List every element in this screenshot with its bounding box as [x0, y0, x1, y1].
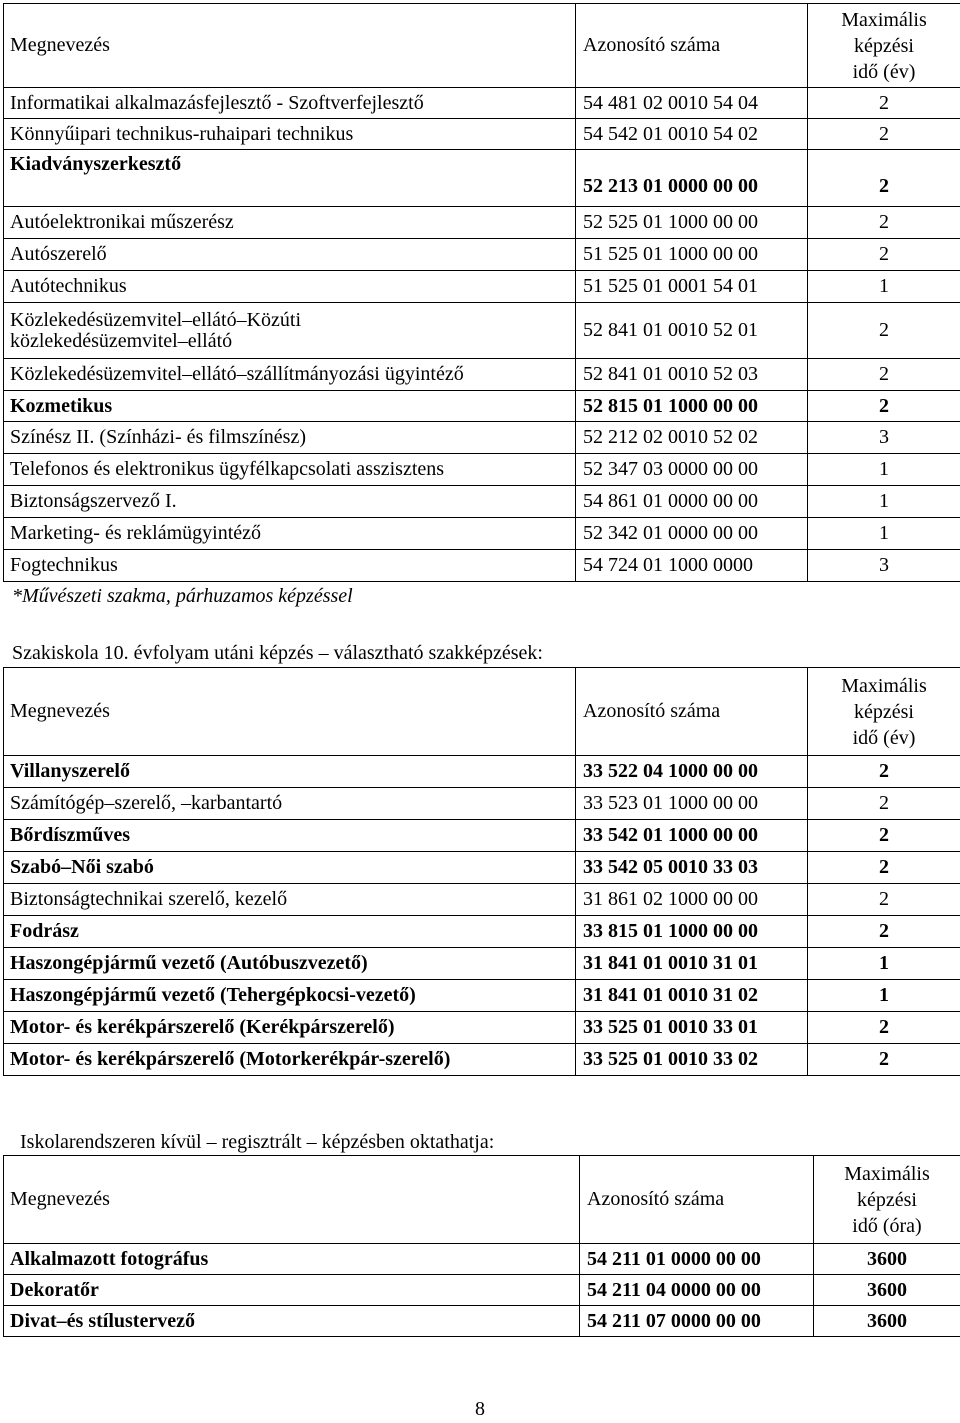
row-name: Alkalmazott fotográfus: [4, 1244, 580, 1275]
table-row: [4, 454, 960, 486]
section-title-vocational: Szakiskola 10. évfolyam utáni képzés – választható szakképzések:: [12, 642, 543, 664]
row-code: 33 815 01 1000 00 00: [576, 916, 808, 948]
row-code: 33 525 01 0010 33 01: [576, 1012, 808, 1044]
row-code: 54 542 01 0010 54 02: [576, 119, 808, 150]
row-code: 52 212 02 0010 52 02: [576, 422, 808, 454]
row-code: 33 522 04 1000 00 00: [576, 756, 808, 788]
row-name: Biztonságtechnikai szerelő, kezelő: [4, 884, 576, 916]
row-code: 52 815 01 1000 00 00: [576, 391, 808, 422]
table-row: [4, 788, 960, 820]
header-code: Azonosító száma: [576, 4, 808, 88]
row-name: Fogtechnikus: [4, 550, 576, 582]
row-duration: 2: [808, 207, 960, 239]
header-duration-line3: idő (óra): [852, 1214, 922, 1237]
row-duration: 1: [808, 454, 960, 486]
row-duration: 3600: [814, 1275, 960, 1306]
header-duration-line2: képzési: [857, 1188, 917, 1211]
row-name: Kozmetikus: [4, 391, 576, 422]
training-table-3: [3, 1155, 960, 1337]
header-code: Azonosító száma: [580, 1156, 814, 1244]
page-number: 8: [475, 1398, 485, 1420]
header-duration: [808, 668, 960, 756]
row-name: Dekoratőr: [4, 1275, 580, 1306]
row-name: Autótechnikus: [4, 271, 576, 303]
header-duration-line1: Maximális: [841, 674, 927, 697]
row-duration: 3600: [814, 1306, 960, 1337]
row-duration: 2: [808, 303, 960, 359]
header-duration: [814, 1156, 960, 1244]
row-name: Autóelektronikai műszerész: [4, 207, 576, 239]
row-duration: 2: [808, 119, 960, 150]
row-name: Telefonos és elektronikus ügyfélkapcsolati asszisztens: [4, 454, 576, 486]
row-name: Közlekedésüzemvitel–ellátó–szállítmányozási ügyintéző: [4, 359, 576, 391]
table-row: [4, 1244, 960, 1275]
row-duration: 2: [808, 391, 960, 422]
row-name: Szabó–Női szabó: [4, 852, 576, 884]
header-duration-line2: képzési: [854, 34, 914, 57]
row-code: 51 525 01 1000 00 00: [576, 239, 808, 271]
table-row: [4, 271, 960, 303]
row-name: Kiadványszerkesztő: [4, 150, 576, 207]
header-code: Azonosító száma: [576, 668, 808, 756]
table-row: [4, 550, 960, 582]
row-code: 52 841 01 0010 52 03: [576, 359, 808, 391]
row-name-line1: Közlekedésüzemvitel–ellátó–Közúti: [10, 308, 302, 331]
row-duration: 2: [808, 1044, 960, 1076]
row-name: Számítógép–szerelő, –karbantartó: [4, 788, 576, 820]
row-code: 31 861 02 1000 00 00: [576, 884, 808, 916]
row-name: Autószerelő: [4, 239, 576, 271]
row-code: 33 542 05 0010 33 03: [576, 852, 808, 884]
row-name: Villanyszerelő: [4, 756, 576, 788]
table-row: [4, 391, 960, 422]
table-row: [4, 756, 960, 788]
row-code: 51 525 01 0001 54 01: [576, 271, 808, 303]
table-header-row: [4, 1156, 960, 1244]
row-name-line2: közlekedésüzemvitel–ellátó: [10, 329, 233, 352]
row-duration: 2: [808, 788, 960, 820]
row-code: 33 525 01 0010 33 02: [576, 1044, 808, 1076]
row-duration: 2: [808, 916, 960, 948]
row-code: 54 481 02 0010 54 04: [576, 88, 808, 119]
header-name: Megnevezés: [4, 1156, 580, 1244]
table-header-row: [4, 4, 960, 88]
header-name: Megnevezés: [4, 4, 576, 88]
row-name: Informatikai alkalmazásfejlesztő - Szoftverfejlesztő: [4, 88, 576, 119]
row-code: 31 841 01 0010 31 01: [576, 948, 808, 980]
row-code: 54 724 01 1000 0000: [576, 550, 808, 582]
row-duration: 1: [808, 948, 960, 980]
row-name: Biztonságszervező I.: [4, 486, 576, 518]
table-row: [4, 948, 960, 980]
table-row: [4, 1012, 960, 1044]
row-name: Motor- és kerékpárszerelő (Motorkerékpár-szerelő): [4, 1044, 576, 1076]
row-code: 54 211 04 0000 00 00: [580, 1275, 814, 1306]
table-row: [4, 486, 960, 518]
row-duration: 2: [808, 1012, 960, 1044]
row-duration: 2: [808, 359, 960, 391]
row-name: [4, 303, 576, 359]
row-code: 33 542 01 1000 00 00: [576, 820, 808, 852]
row-name: Bőrdíszműves: [4, 820, 576, 852]
row-duration: 2: [808, 756, 960, 788]
table-row: [4, 884, 960, 916]
table-row: [4, 150, 960, 207]
row-duration: 1: [808, 518, 960, 550]
header-name: Megnevezés: [4, 668, 576, 756]
table-row: [4, 852, 960, 884]
training-table-2: [3, 667, 960, 1076]
row-name: Haszongépjármű vezető (Tehergépkocsi-vezető): [4, 980, 576, 1012]
table-row: [4, 518, 960, 550]
footnote: *Művészeti szakma, párhuzamos képzéssel: [12, 585, 353, 607]
row-name: Színész II. (Színházi- és filmszínész): [4, 422, 576, 454]
row-code: 31 841 01 0010 31 02: [576, 980, 808, 1012]
row-duration: 2: [808, 820, 960, 852]
row-name: Könnyűipari technikus-ruhaipari technikus: [4, 119, 576, 150]
row-name: Marketing- és reklámügyintéző: [4, 518, 576, 550]
row-code: 54 211 01 0000 00 00: [580, 1244, 814, 1275]
table-row: [4, 207, 960, 239]
section-title-extracurricular: Iskolarendszeren kívül – regisztrált – képzésben oktathatja:: [20, 1131, 495, 1153]
row-code: 52 841 01 0010 52 01: [576, 303, 808, 359]
table-row: [4, 1306, 960, 1337]
header-duration-line1: Maximális: [841, 8, 927, 31]
header-duration-line3: idő (év): [852, 60, 916, 83]
table-row: [4, 422, 960, 454]
row-duration: 2: [808, 239, 960, 271]
row-name: Divat–és stílustervező: [4, 1306, 580, 1337]
table-row: [4, 1044, 960, 1076]
row-duration: 2: [808, 852, 960, 884]
row-code: 33 523 01 1000 00 00: [576, 788, 808, 820]
row-code: 54 861 01 0000 00 00: [576, 486, 808, 518]
row-duration: 2: [808, 88, 960, 119]
table-row: [4, 359, 960, 391]
training-table-1: [3, 3, 960, 582]
table-row: [4, 916, 960, 948]
header-duration: [808, 4, 960, 88]
table-row: [4, 239, 960, 271]
table-row: [4, 119, 960, 150]
row-duration: 3: [808, 550, 960, 582]
row-duration: 2: [808, 150, 960, 207]
row-duration: 3: [808, 422, 960, 454]
row-name: Haszongépjármű vezető (Autóbuszvezető): [4, 948, 576, 980]
row-code: 52 525 01 1000 00 00: [576, 207, 808, 239]
row-duration: 3600: [814, 1244, 960, 1275]
row-duration: 1: [808, 271, 960, 303]
row-code: 52 347 03 0000 00 00: [576, 454, 808, 486]
row-code: 54 211 07 0000 00 00: [580, 1306, 814, 1337]
row-duration: 1: [808, 486, 960, 518]
row-duration: 1: [808, 980, 960, 1012]
row-code: 52 213 01 0000 00 00: [576, 150, 808, 207]
row-name: Motor- és kerékpárszerelő (Kerékpárszerelő): [4, 1012, 576, 1044]
table-row: [4, 1275, 960, 1306]
row-name: Fodrász: [4, 916, 576, 948]
table-row: [4, 980, 960, 1012]
header-duration-line2: képzési: [854, 700, 914, 723]
row-duration: 2: [808, 884, 960, 916]
table-header-row: [4, 668, 960, 756]
table-row: [4, 88, 960, 119]
table-row: [4, 303, 960, 359]
header-duration-line3: idő (év): [852, 726, 916, 749]
row-code: 52 342 01 0000 00 00: [576, 518, 808, 550]
header-duration-line1: Maximális: [844, 1162, 930, 1185]
table-row: [4, 820, 960, 852]
